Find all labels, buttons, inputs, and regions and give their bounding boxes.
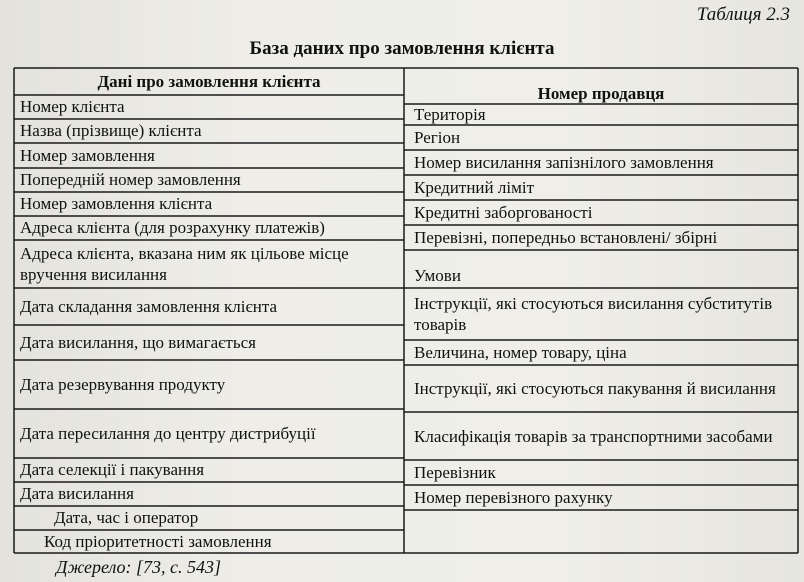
left-cell-14: Код пріоритетності замовлення	[44, 531, 272, 551]
left-cell-12: Дата висилання	[20, 484, 134, 503]
right-cell-0: Територія	[414, 104, 486, 124]
right-cell-3: Кредитний ліміт	[414, 177, 534, 197]
right-cell-5: Перевізні, попередньо встановлені/ збірні	[414, 227, 718, 247]
right-cell-4: Кредитні заборгованості	[414, 202, 593, 222]
right-cell-7: Інструкції, які стосуються висилання субститутів товарів	[414, 294, 773, 334]
left-cell-10: Дата пересилання до центру дистрибуції	[20, 423, 316, 443]
right-cell-12: Номер перевізного рахунку	[414, 487, 613, 507]
right-cell-8: Величина, номер товару, ціна	[414, 342, 627, 362]
source-citation: Джерело: [73, с. 543]	[56, 557, 222, 577]
left-cell-6: Адреса клієнта, вказана ним як цільове місце вручення висилання	[20, 244, 349, 284]
left-cell-7: Дата складання замовлення клієнта	[20, 296, 278, 316]
table-title-text: База даних про замовлення клієнта	[249, 38, 555, 59]
left-cell-5: Адреса клієнта (для розрахунку платежів)	[20, 218, 325, 237]
table-number-label: Таблиця 2.3	[696, 4, 790, 25]
left-cell-2: Номер замовлення	[20, 145, 155, 165]
column-header-order-data: Дані про замовлення клієнта	[97, 71, 321, 91]
right-cell-6: Умови	[414, 266, 461, 285]
left-cell-13: Дата, час і оператор	[54, 508, 199, 527]
right-cell-2: Номер висилання запізнілого замовлення	[414, 152, 714, 172]
column-header-seller-number: Номер продавця	[537, 84, 665, 103]
right-cell-1: Регіон	[414, 127, 461, 147]
left-cell-3: Попередній номер замовлення	[20, 170, 241, 189]
right-cell-10: Класифікація товарів за транспортними засобами	[414, 426, 773, 446]
left-cell-9: Дата резервування продукту	[20, 374, 226, 394]
left-cell-4: Номер замовлення клієнта	[20, 194, 213, 213]
left-cell-0: Номер клієнта	[20, 97, 125, 116]
left-cell-1: Назва (прізвище) клієнта	[20, 121, 202, 140]
right-cell-9: Інструкції, які стосуються пакування й висилання	[414, 379, 776, 398]
left-cell-11: Дата селекції і пакування	[20, 460, 205, 479]
right-cell-11: Перевізник	[414, 462, 496, 482]
left-cell-8: Дата висилання, що вимагається	[20, 332, 256, 352]
